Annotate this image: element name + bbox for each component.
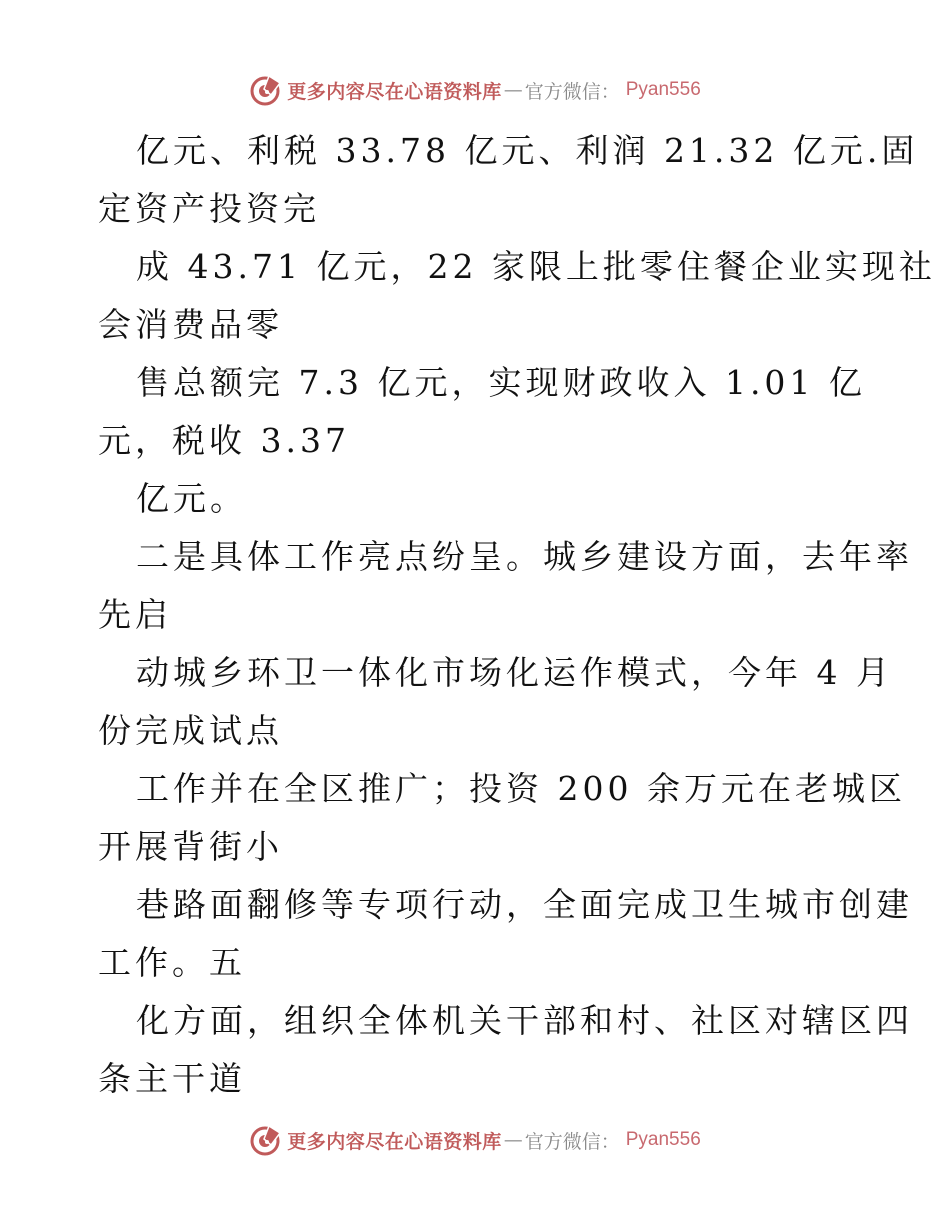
wechat-label: 官方微信： bbox=[524, 1130, 620, 1153]
watermark-text: 更多内容尽在心语资料库 bbox=[287, 1130, 502, 1153]
text-line: 定资产投资完 bbox=[98, 189, 320, 228]
text-line: 亿元、利税 33.78 亿元、利润 21.32 亿元.固 bbox=[136, 131, 919, 170]
text-line: 巷路面翻修等专项行动，全面完成卫生城市创建 bbox=[136, 885, 913, 924]
pen-logo-icon bbox=[249, 1123, 283, 1157]
text-line: 工作。五 bbox=[98, 943, 246, 982]
text-line: 动城乡环卫一体化市场化运作模式，今年 4 月 bbox=[136, 653, 893, 692]
text-line: 条主干道 bbox=[98, 1059, 246, 1098]
text-line: 成 43.71 亿元，22 家限上批零住餐企业实现社 bbox=[136, 247, 936, 286]
header-watermark bbox=[0, 70, 950, 110]
pen-logo-icon bbox=[249, 73, 283, 107]
text-line: 亿元。 bbox=[136, 479, 247, 518]
footer-watermark bbox=[0, 1120, 950, 1160]
text-line: 化方面，组织全体机关干部和村、社区对辖区四 bbox=[136, 1001, 913, 1040]
wechat-id: Pyan556 bbox=[625, 1129, 701, 1150]
wechat-label: 官方微信： bbox=[524, 80, 620, 103]
wechat-id: Pyan556 bbox=[625, 79, 701, 100]
watermark-dash: — bbox=[503, 79, 523, 101]
text-line: 先启 bbox=[98, 595, 172, 634]
text-line: 会消费品零 bbox=[98, 305, 283, 344]
text-line: 份完成试点 bbox=[98, 711, 283, 750]
watermark-text: 更多内容尽在心语资料库 bbox=[287, 80, 502, 103]
text-line: 元，税收 3.37 bbox=[98, 421, 350, 460]
text-line: 二是具体工作亮点纷呈。城乡建设方面，去年率 bbox=[136, 537, 913, 576]
document-body bbox=[98, 122, 936, 1108]
watermark-dash: — bbox=[503, 1129, 523, 1151]
text-line: 开展背街小 bbox=[98, 827, 283, 866]
text-line: 工作并在全区推广；投资 200 余万元在老城区 bbox=[136, 769, 906, 808]
text-line: 售总额完 7.3 亿元，实现财政收入 1.01 亿 bbox=[136, 363, 866, 402]
